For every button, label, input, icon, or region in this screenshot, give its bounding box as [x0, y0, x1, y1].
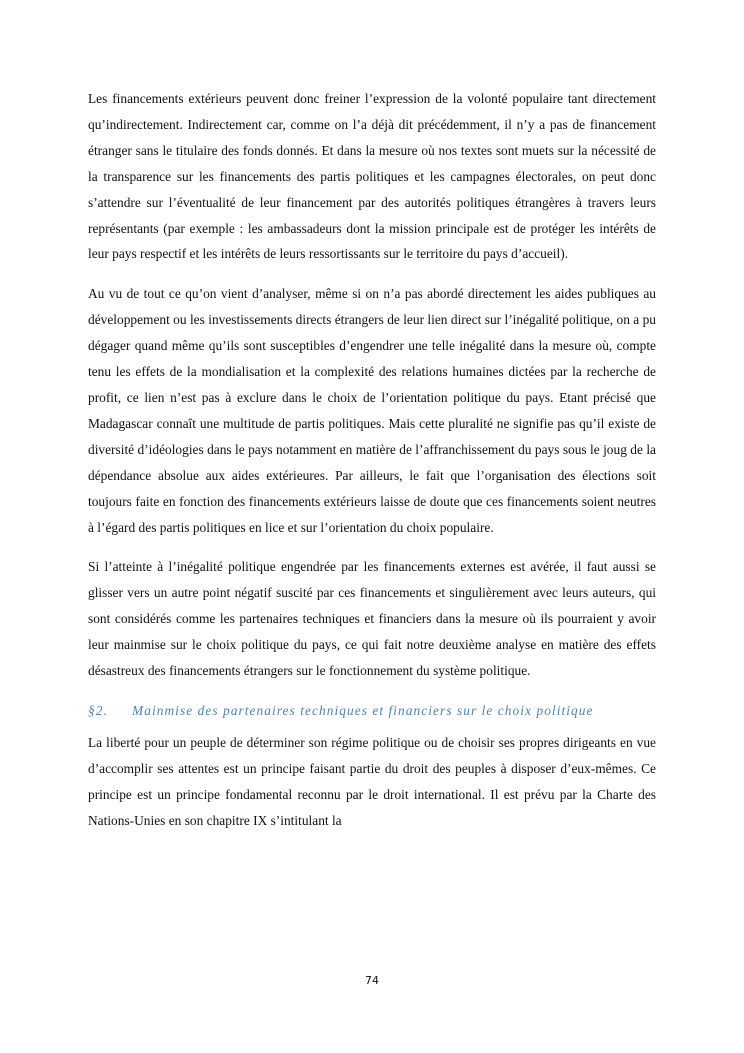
page-number: 74: [365, 974, 379, 987]
paragraph-2: Au vu de tout ce qu’on vient d’analyser, même si on n’a pas abordé directement les aides publiques au développement ou les investissements directs étrangers de leur lien direct sur l’inégalité politique, on a pu dégager quand même qu’ils sont susceptibles d’engendrer une telle inégalité dans la mesure où, compte tenu les effets de la mondialisation et la complexité des relations humaines dictées par la recherche de profit, ce lien n’est pas à exclure dans le choix de l’orientation politique du pays. Etant précisé que Madagascar connaît une multitude de partis politiques. Mais cette pluralité ne signifie pas qu’il existe de diversité d’idéologies dans le pays notamment en matière de l’affranchissement du pays sous le joug de la dépendance absolue aux aides extérieures. Par ailleurs, le fait que l’organisation des élections soit toujours faite en fonction des financements extérieurs laisse de doute que ces financements soient neutres à l’égard des partis politiques en lice et sur l’orientation du choix populaire.: [88, 286, 656, 535]
paragraph-4: La liberté pour un peuple de déterminer son régime politique ou de choisir ses propres dirigeants en vue d’accomplir ses attentes est un principe faisant partie du droit des peuples à disposer d’eux-mêmes. Ce principe est un principe fondamental reconnu par le droit international. Il est prévu par la Charte des Nations-Unies en son chapitre IX s’intitulant la: [88, 734, 656, 828]
paragraph-3: Si l’atteinte à l’inégalité politique engendrée par les financements externes est avérée, il faut aussi se glisser vers un autre point négatif suscité par ces financements et singulièrement avec leurs auteurs, qui sont considérés comme les partenaires techniques et financiers dans la mesure où ils pourraient y avoir leur mainmise sur le choix politique du pays, ce qui fait notre deuxième analyse en matière des effets désastreux des financements étrangers sur le fonctionnement du système politique.: [88, 559, 656, 679]
page-body: [88, 86, 656, 848]
section-heading: [88, 698, 656, 724]
paragraph-1: Les financements extérieurs peuvent donc freiner l’expression de la volonté populaire tant directement qu’indirectement. Indirectement car, comme on l’a déjà dit précédemment, il n’y a pas de financement étranger sans le titulaire des fonds donnés. Et dans la mesure où nos textes sont muets sur la nécessité de la transparence sur les financements des partis politiques et les campagnes électorales, on peut donc s’attendre sur l’éventualité de leur financement par des autorités politiques étrangères à travers leurs représentants (par exemple : les ambassadeurs dont la mission principale est de protéger les intérêts de leur pays respectif et les intérêts de leurs ressortissants sur le territoire du pays d’accueil).: [88, 91, 656, 262]
section-number: §2.: [88, 702, 108, 718]
section-title: Mainmise des partenaires techniques et financiers sur le choix politique: [132, 702, 594, 718]
